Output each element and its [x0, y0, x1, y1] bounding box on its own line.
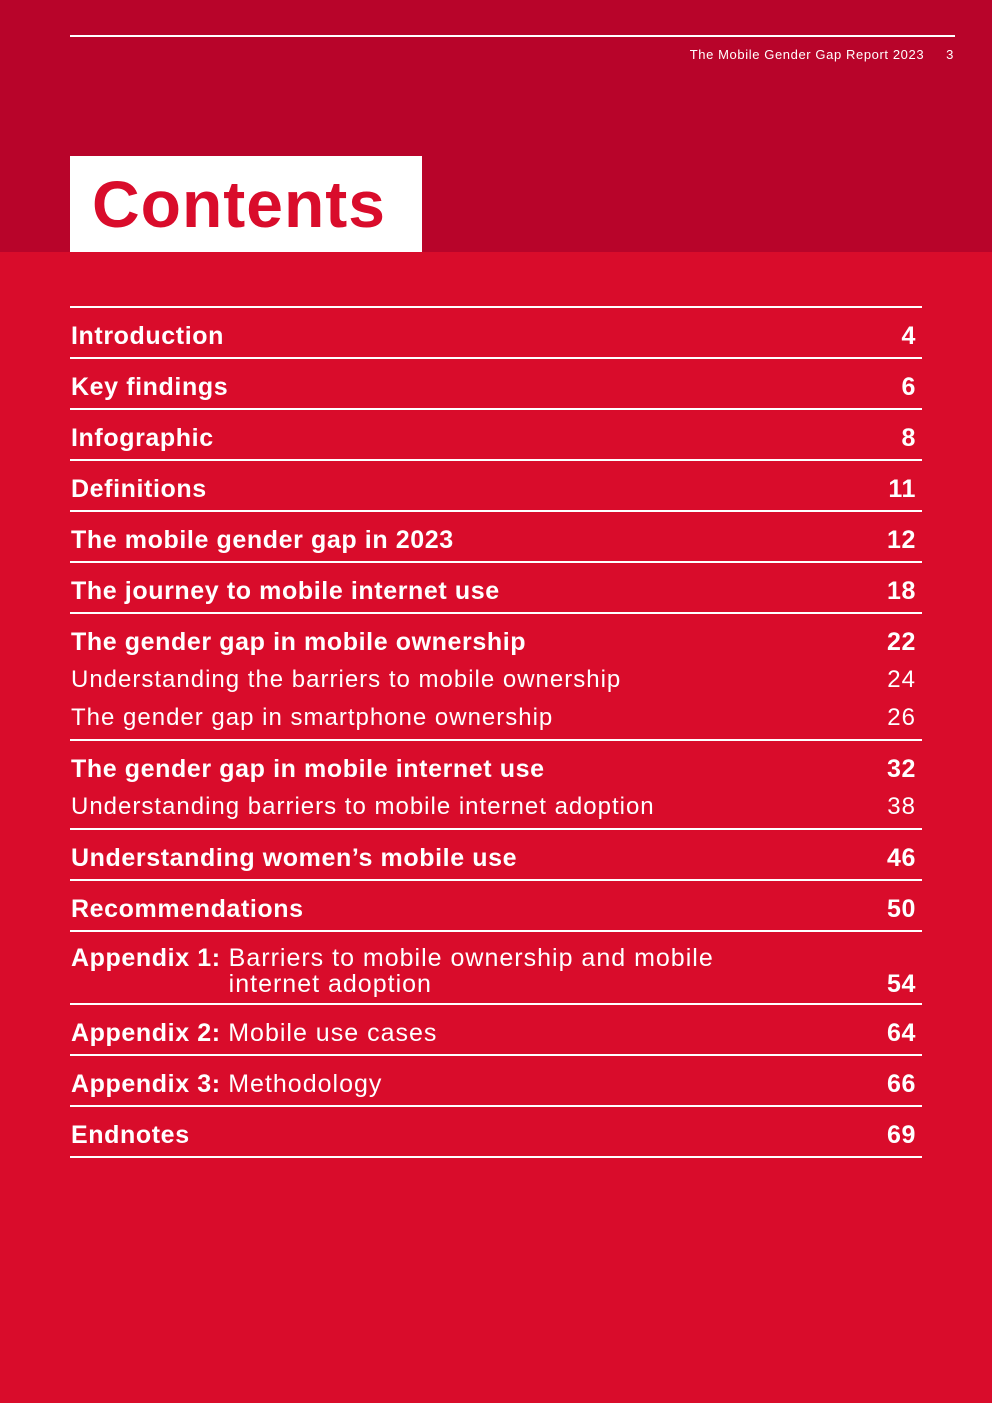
toc-entry-gender-gap-2023[interactable]: [70, 512, 922, 563]
toc-appendix-prefix: Appendix 2:: [71, 1019, 221, 1047]
running-header: [690, 47, 954, 62]
toc-sub-label: The gender gap in smartphone ownership: [71, 704, 554, 731]
toc-entry-endnotes[interactable]: [70, 1107, 922, 1158]
toc-page: 32: [886, 755, 916, 783]
toc-entry-definitions[interactable]: [70, 461, 922, 512]
toc-subentry[interactable]: [71, 665, 922, 695]
toc-appendix-prefix: Appendix 3:: [71, 1070, 221, 1098]
toc-label: Understanding women’s mobile use: [71, 844, 518, 872]
toc-page: 12: [886, 526, 916, 554]
toc-label: Endnotes: [71, 1121, 190, 1149]
toc-page: 64: [886, 1019, 916, 1047]
toc-label: Infographic: [71, 424, 214, 452]
toc-label: The gender gap in mobile internet use: [71, 755, 545, 783]
toc-entry-appendix-2[interactable]: [70, 1005, 922, 1056]
toc-entry-mobile-internet-use[interactable]: [70, 741, 922, 830]
toc-page: 18: [886, 577, 916, 605]
toc-page: 11: [888, 475, 916, 503]
title-box: [70, 156, 422, 252]
toc-page: 6: [901, 373, 916, 401]
toc-label: Methodology: [228, 1070, 383, 1098]
toc-sub-page: 26: [887, 704, 916, 731]
toc-entry-mobile-ownership[interactable]: [70, 614, 922, 741]
toc-entry-appendix-3[interactable]: [70, 1056, 922, 1107]
toc-subentry[interactable]: [71, 792, 922, 822]
toc-label: The mobile gender gap in 2023: [71, 526, 454, 554]
toc-label: Mobile use cases: [228, 1019, 438, 1047]
toc-page: 4: [901, 322, 916, 350]
toc-label: The gender gap in mobile ownership: [71, 628, 527, 656]
toc-sub-label: Understanding the barriers to mobile ownership: [71, 666, 622, 693]
toc-page: 69: [886, 1121, 916, 1149]
page-number: 3: [946, 47, 954, 62]
header-divider: [70, 35, 955, 37]
toc-entry-journey[interactable]: [70, 563, 922, 614]
toc-appendix-prefix: Appendix 1:: [71, 944, 221, 972]
toc-page: 46: [886, 844, 916, 872]
toc-page: 22: [886, 628, 916, 656]
toc-entry-infographic[interactable]: [70, 410, 922, 461]
toc-page: 50: [886, 895, 916, 923]
page-title: Contents: [92, 167, 386, 241]
toc-label: The journey to mobile internet use: [71, 577, 500, 605]
report-title: The Mobile Gender Gap Report 2023: [689, 47, 925, 62]
toc-label: Key findings: [71, 373, 229, 401]
toc-label: Definitions: [71, 475, 207, 503]
toc-entry-introduction[interactable]: [70, 308, 922, 359]
toc-label: Barriers to mobile ownership and mobile internet adoption: [228, 944, 714, 998]
toc-label: Introduction: [71, 322, 225, 350]
toc-sub-label: Understanding barriers to mobile internet adoption: [71, 793, 655, 820]
table-of-contents: [70, 306, 922, 1158]
toc-label: Recommendations: [71, 895, 304, 923]
toc-sub-page: 24: [887, 666, 916, 693]
toc-page: 66: [886, 1070, 916, 1098]
toc-page: 8: [901, 424, 916, 452]
toc-entry-key-findings[interactable]: [70, 359, 922, 410]
toc-entry-appendix-1[interactable]: [70, 932, 922, 1005]
toc-page: 54: [886, 970, 916, 998]
toc-sub-page: 38: [887, 793, 916, 820]
toc-entry-womens-mobile-use[interactable]: [70, 830, 922, 881]
toc-entry-recommendations[interactable]: [70, 881, 922, 932]
toc-subentry[interactable]: [71, 703, 922, 733]
